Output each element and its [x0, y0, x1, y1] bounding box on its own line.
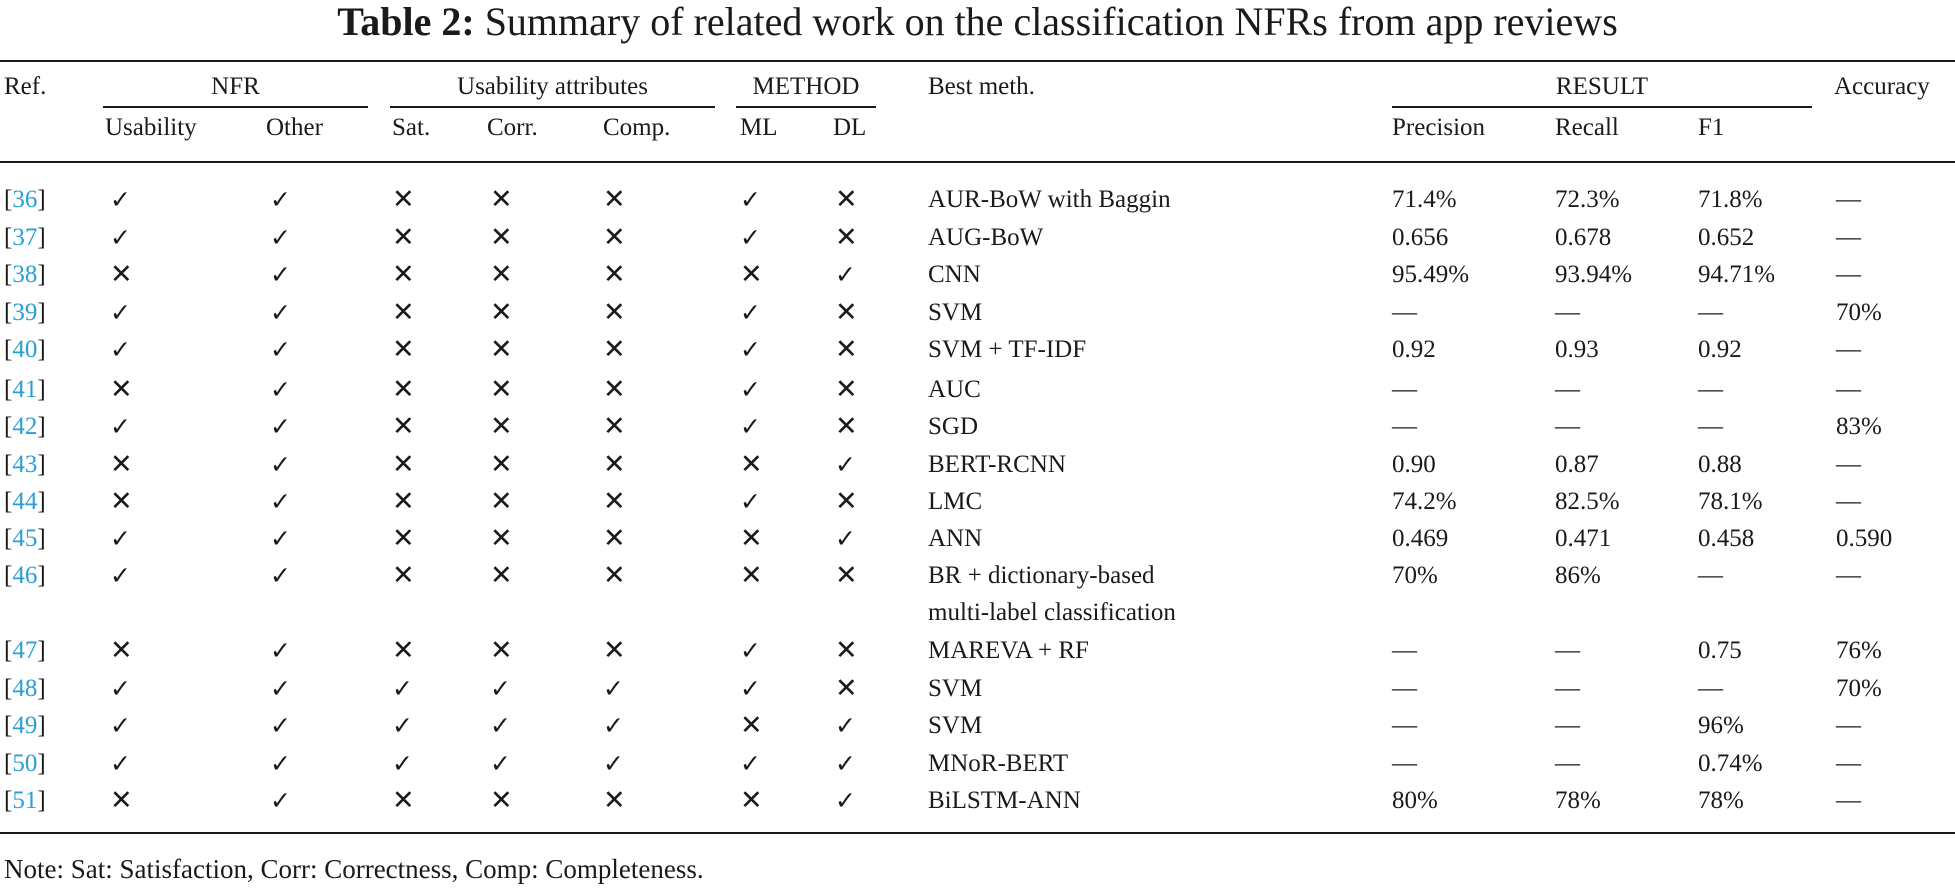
precision-cell: 80% [1392, 787, 1438, 814]
precision-cell: — [1392, 413, 1417, 440]
recall-cell: 82.5% [1555, 488, 1620, 515]
nfr-underline [103, 106, 368, 108]
ref-cell: [42] [4, 413, 46, 440]
comp-cross-icon: ✕ [603, 635, 626, 666]
comp-cross-icon: ✕ [603, 785, 626, 816]
ref-cell: [37] [4, 224, 46, 251]
usability-check-icon: ✓ [110, 561, 131, 590]
dl-cross-icon: ✕ [835, 184, 858, 215]
ref-cell: [44] [4, 488, 46, 515]
sat-cross-icon: ✕ [392, 523, 415, 554]
dl-cross-icon: ✕ [835, 411, 858, 442]
header-method: METHOD [752, 73, 860, 100]
corr-cross-icon: ✕ [490, 449, 513, 480]
citation-link[interactable]: 42 [12, 413, 38, 440]
best-method-cell: LMC [928, 488, 983, 515]
ref-cell: [49] [4, 712, 46, 739]
ml-check-icon: ✓ [740, 636, 761, 665]
precision-cell: 70% [1392, 562, 1438, 589]
other-check-icon: ✓ [270, 185, 291, 214]
corr-cross-icon: ✕ [490, 411, 513, 442]
dl-cross-icon: ✕ [835, 635, 858, 666]
precision-cell: 0.92 [1392, 336, 1436, 363]
usability-check-icon: ✓ [110, 412, 131, 441]
sat-cross-icon: ✕ [392, 259, 415, 290]
f1-cell: 0.652 [1698, 224, 1755, 251]
precision-cell: — [1392, 750, 1417, 777]
header-result: RESULT [1555, 73, 1649, 100]
comp-check-icon: ✓ [603, 711, 624, 740]
accuracy-cell: — [1836, 336, 1861, 363]
recall-cell: 78% [1555, 787, 1601, 814]
usability-check-icon: ✓ [110, 524, 131, 553]
citation-link[interactable]: 44 [12, 488, 38, 515]
header-rule [0, 161, 1955, 163]
ml-check-icon: ✓ [740, 223, 761, 252]
recall-cell: 0.87 [1555, 451, 1599, 478]
ml-check-icon: ✓ [740, 674, 761, 703]
dl-cross-icon: ✕ [835, 374, 858, 405]
best-method-cell: AUG-BoW [928, 224, 1044, 251]
ml-check-icon: ✓ [740, 749, 761, 778]
sat-cross-icon: ✕ [392, 297, 415, 328]
best-method-cell: MAREVA + RF [928, 637, 1089, 664]
accuracy-cell: 70% [1836, 299, 1882, 326]
f1-cell: 71.8% [1698, 186, 1763, 213]
recall-cell: — [1555, 413, 1580, 440]
header-usability-attributes: Usability attributes [457, 73, 648, 100]
citation-link[interactable]: 39 [12, 299, 38, 326]
recall-cell: — [1555, 299, 1580, 326]
precision-cell: 0.90 [1392, 451, 1436, 478]
usability-cross-icon: ✕ [110, 449, 133, 480]
accuracy-cell: — [1836, 488, 1861, 515]
comp-cross-icon: ✕ [603, 297, 626, 328]
ml-check-icon: ✓ [740, 298, 761, 327]
f1-cell: 96% [1698, 712, 1744, 739]
citation-link[interactable]: 45 [12, 525, 38, 552]
comp-cross-icon: ✕ [603, 184, 626, 215]
precision-cell: — [1392, 637, 1417, 664]
citation-link[interactable]: 41 [12, 376, 38, 403]
accuracy-cell: — [1836, 562, 1861, 589]
usability-check-icon: ✓ [110, 335, 131, 364]
f1-cell: — [1698, 413, 1723, 440]
usability-check-icon: ✓ [110, 711, 131, 740]
f1-cell: — [1698, 376, 1723, 403]
comp-cross-icon: ✕ [603, 523, 626, 554]
usability-check-icon: ✓ [110, 223, 131, 252]
best-method-cell: BERT-RCNN [928, 451, 1066, 478]
accuracy-cell: 0.590 [1836, 525, 1893, 552]
citation-link[interactable]: 43 [12, 451, 38, 478]
accuracy-cell: — [1836, 186, 1861, 213]
header-corr: Corr. [487, 114, 538, 141]
ml-cross-icon: ✕ [740, 710, 763, 741]
best-method-cell: BR + dictionary-based [928, 562, 1155, 589]
sat-cross-icon: ✕ [392, 449, 415, 480]
header-ml: ML [740, 114, 778, 141]
usability-cross-icon: ✕ [110, 259, 133, 290]
recall-cell: — [1555, 712, 1580, 739]
best-method-cell: BiLSTM-ANN [928, 787, 1081, 814]
precision-cell: 71.4% [1392, 186, 1457, 213]
other-check-icon: ✓ [270, 524, 291, 553]
recall-cell: — [1555, 675, 1580, 702]
other-check-icon: ✓ [270, 487, 291, 516]
usability-check-icon: ✓ [110, 185, 131, 214]
citation-link[interactable]: 46 [12, 562, 38, 589]
best-method-cell: SGD [928, 413, 979, 440]
sat-cross-icon: ✕ [392, 374, 415, 405]
comp-cross-icon: ✕ [603, 222, 626, 253]
other-check-icon: ✓ [270, 412, 291, 441]
header-sat: Sat. [392, 114, 431, 141]
best-method-cell: MNoR-BERT [928, 750, 1069, 777]
f1-cell: 78% [1698, 787, 1744, 814]
corr-cross-icon: ✕ [490, 785, 513, 816]
header-comp: Comp. [603, 114, 671, 141]
table-note: Note: Sat: Satisfaction, Corr: Correctness, Comp: Completeness. [4, 854, 704, 884]
corr-cross-icon: ✕ [490, 523, 513, 554]
recall-cell: 86% [1555, 562, 1601, 589]
caption-text: Summary of related work on the classification NFRs from app reviews [484, 0, 1618, 44]
comp-cross-icon: ✕ [603, 374, 626, 405]
sat-check-icon: ✓ [392, 711, 413, 740]
f1-cell: 94.71% [1698, 261, 1776, 288]
ref-cell: [43] [4, 451, 46, 478]
accuracy-cell: 83% [1836, 413, 1882, 440]
dl-cross-icon: ✕ [835, 560, 858, 591]
usability-check-icon: ✓ [110, 298, 131, 327]
top-rule [0, 60, 1955, 62]
other-check-icon: ✓ [270, 561, 291, 590]
sat-check-icon: ✓ [392, 674, 413, 703]
best-method-cell-cont: multi-label classification [928, 599, 1176, 626]
precision-cell: 0.469 [1392, 525, 1449, 552]
ref-cell: [38] [4, 261, 46, 288]
best-method-cell: SVM [928, 712, 983, 739]
dl-cross-icon: ✕ [835, 486, 858, 517]
corr-cross-icon: ✕ [490, 334, 513, 365]
ml-check-icon: ✓ [740, 487, 761, 516]
citation-link[interactable]: 40 [12, 336, 38, 363]
dl-cross-icon: ✕ [835, 297, 858, 328]
recall-cell: — [1555, 376, 1580, 403]
sat-cross-icon: ✕ [392, 635, 415, 666]
method-underline [736, 106, 876, 108]
usability-cross-icon: ✕ [110, 486, 133, 517]
corr-cross-icon: ✕ [490, 374, 513, 405]
other-check-icon: ✓ [270, 260, 291, 289]
sat-cross-icon: ✕ [392, 411, 415, 442]
citation-link[interactable]: 38 [12, 261, 38, 288]
precision-cell: — [1392, 376, 1417, 403]
usability-cross-icon: ✕ [110, 785, 133, 816]
citation-link[interactable]: 47 [12, 637, 38, 664]
f1-cell: 0.458 [1698, 525, 1755, 552]
accuracy-cell: — [1836, 224, 1861, 251]
best-method-cell: AUR-BoW with Baggin [928, 186, 1171, 213]
comp-check-icon: ✓ [603, 749, 624, 778]
comp-check-icon: ✓ [603, 674, 624, 703]
sat-cross-icon: ✕ [392, 184, 415, 215]
best-method-cell: AUC [928, 376, 981, 403]
dl-check-icon: ✓ [835, 711, 856, 740]
f1-cell: 78.1% [1698, 488, 1763, 515]
citation-link[interactable]: 49 [12, 712, 38, 739]
best-method-cell: SVM [928, 675, 983, 702]
header-usability: Usability [105, 114, 197, 141]
corr-cross-icon: ✕ [490, 259, 513, 290]
usability-check-icon: ✓ [110, 674, 131, 703]
ref-cell: [46] [4, 562, 46, 589]
accuracy-cell: — [1836, 712, 1861, 739]
ref-cell: [41] [4, 376, 46, 403]
precision-cell: — [1392, 299, 1417, 326]
accuracy-cell: — [1836, 376, 1861, 403]
comp-cross-icon: ✕ [603, 560, 626, 591]
header-precision: Precision [1392, 114, 1486, 141]
best-method-cell: CNN [928, 261, 981, 288]
dl-check-icon: ✓ [835, 786, 856, 815]
ref-cell: [36] [4, 186, 46, 213]
comp-cross-icon: ✕ [603, 411, 626, 442]
usability-check-icon: ✓ [110, 749, 131, 778]
header-nfr: NFR [211, 73, 260, 100]
f1-cell: — [1698, 299, 1723, 326]
sat-cross-icon: ✕ [392, 785, 415, 816]
citation-link[interactable]: 50 [12, 750, 38, 777]
ml-check-icon: ✓ [740, 335, 761, 364]
precision-cell: — [1392, 675, 1417, 702]
comp-cross-icon: ✕ [603, 486, 626, 517]
other-check-icon: ✓ [270, 636, 291, 665]
precision-cell: 0.656 [1392, 224, 1449, 251]
citation-link[interactable]: 36 [12, 186, 38, 213]
precision-cell: — [1392, 712, 1417, 739]
result-underline [1392, 106, 1812, 108]
accuracy-cell: 76% [1836, 637, 1882, 664]
f1-cell: — [1698, 675, 1723, 702]
sat-cross-icon: ✕ [392, 560, 415, 591]
f1-cell: 0.88 [1698, 451, 1742, 478]
other-check-icon: ✓ [270, 450, 291, 479]
accuracy-cell: — [1836, 261, 1861, 288]
ml-check-icon: ✓ [740, 185, 761, 214]
corr-cross-icon: ✕ [490, 486, 513, 517]
corr-cross-icon: ✕ [490, 635, 513, 666]
other-check-icon: ✓ [270, 335, 291, 364]
ref-cell: [45] [4, 525, 46, 552]
comp-cross-icon: ✕ [603, 259, 626, 290]
table-caption [0, 0, 1955, 50]
other-check-icon: ✓ [270, 711, 291, 740]
recall-cell: 0.471 [1555, 525, 1612, 552]
dl-cross-icon: ✕ [835, 222, 858, 253]
header-f1: F1 [1698, 114, 1725, 141]
header-ref: Ref. [4, 73, 47, 100]
usability-cross-icon: ✕ [110, 374, 133, 405]
citation-link[interactable]: 37 [12, 224, 38, 251]
corr-check-icon: ✓ [490, 749, 511, 778]
accuracy-cell: — [1836, 451, 1861, 478]
recall-cell: 93.94% [1555, 261, 1633, 288]
dl-check-icon: ✓ [835, 260, 856, 289]
sat-cross-icon: ✕ [392, 334, 415, 365]
recall-cell: 0.678 [1555, 224, 1612, 251]
f1-cell: 0.74% [1698, 750, 1763, 777]
citation-link[interactable]: 51 [12, 787, 38, 814]
other-check-icon: ✓ [270, 749, 291, 778]
accuracy-cell: 70% [1836, 675, 1882, 702]
accuracy-cell: — [1836, 750, 1861, 777]
other-check-icon: ✓ [270, 223, 291, 252]
header-accuracy: Accuracy [1834, 73, 1930, 100]
dl-cross-icon: ✕ [835, 673, 858, 704]
recall-cell: — [1555, 637, 1580, 664]
ref-cell: [47] [4, 637, 46, 664]
accuracy-cell: — [1836, 787, 1861, 814]
f1-cell: 0.92 [1698, 336, 1742, 363]
dl-check-icon: ✓ [835, 450, 856, 479]
header-dl: DL [833, 114, 867, 141]
corr-check-icon: ✓ [490, 711, 511, 740]
f1-cell: — [1698, 562, 1723, 589]
usability-cross-icon: ✕ [110, 635, 133, 666]
other-check-icon: ✓ [270, 375, 291, 404]
dl-cross-icon: ✕ [835, 334, 858, 365]
best-method-cell: ANN [928, 525, 983, 552]
recall-cell: — [1555, 750, 1580, 777]
ml-cross-icon: ✕ [740, 560, 763, 591]
other-check-icon: ✓ [270, 298, 291, 327]
ml-cross-icon: ✕ [740, 449, 763, 480]
other-check-icon: ✓ [270, 674, 291, 703]
sat-cross-icon: ✕ [392, 486, 415, 517]
ml-cross-icon: ✕ [740, 523, 763, 554]
ml-cross-icon: ✕ [740, 259, 763, 290]
best-method-cell: SVM [928, 299, 983, 326]
ref-cell: [50] [4, 750, 46, 777]
corr-cross-icon: ✕ [490, 297, 513, 328]
citation-link[interactable]: 48 [12, 675, 38, 702]
ml-cross-icon: ✕ [740, 785, 763, 816]
corr-cross-icon: ✕ [490, 560, 513, 591]
usability-attributes-underline [390, 106, 715, 108]
caption-label: Table 2: [337, 0, 475, 44]
f1-cell: 0.75 [1698, 637, 1742, 664]
bottom-rule [0, 832, 1955, 834]
sat-check-icon: ✓ [392, 749, 413, 778]
ref-cell: [40] [4, 336, 46, 363]
comp-cross-icon: ✕ [603, 449, 626, 480]
ref-cell: [48] [4, 675, 46, 702]
precision-cell: 74.2% [1392, 488, 1457, 515]
ref-cell: [39] [4, 299, 46, 326]
corr-cross-icon: ✕ [490, 184, 513, 215]
header-recall: Recall [1555, 114, 1619, 141]
header-best-method: Best meth. [928, 73, 1035, 100]
header-other: Other [266, 114, 323, 141]
ml-check-icon: ✓ [740, 412, 761, 441]
ref-cell: [51] [4, 787, 46, 814]
other-check-icon: ✓ [270, 786, 291, 815]
recall-cell: 72.3% [1555, 186, 1620, 213]
precision-cell: 95.49% [1392, 261, 1470, 288]
corr-cross-icon: ✕ [490, 222, 513, 253]
corr-check-icon: ✓ [490, 674, 511, 703]
best-method-cell: SVM + TF-IDF [928, 336, 1087, 363]
ml-check-icon: ✓ [740, 375, 761, 404]
dl-check-icon: ✓ [835, 524, 856, 553]
comp-cross-icon: ✕ [603, 334, 626, 365]
sat-cross-icon: ✕ [392, 222, 415, 253]
dl-check-icon: ✓ [835, 749, 856, 778]
recall-cell: 0.93 [1555, 336, 1599, 363]
